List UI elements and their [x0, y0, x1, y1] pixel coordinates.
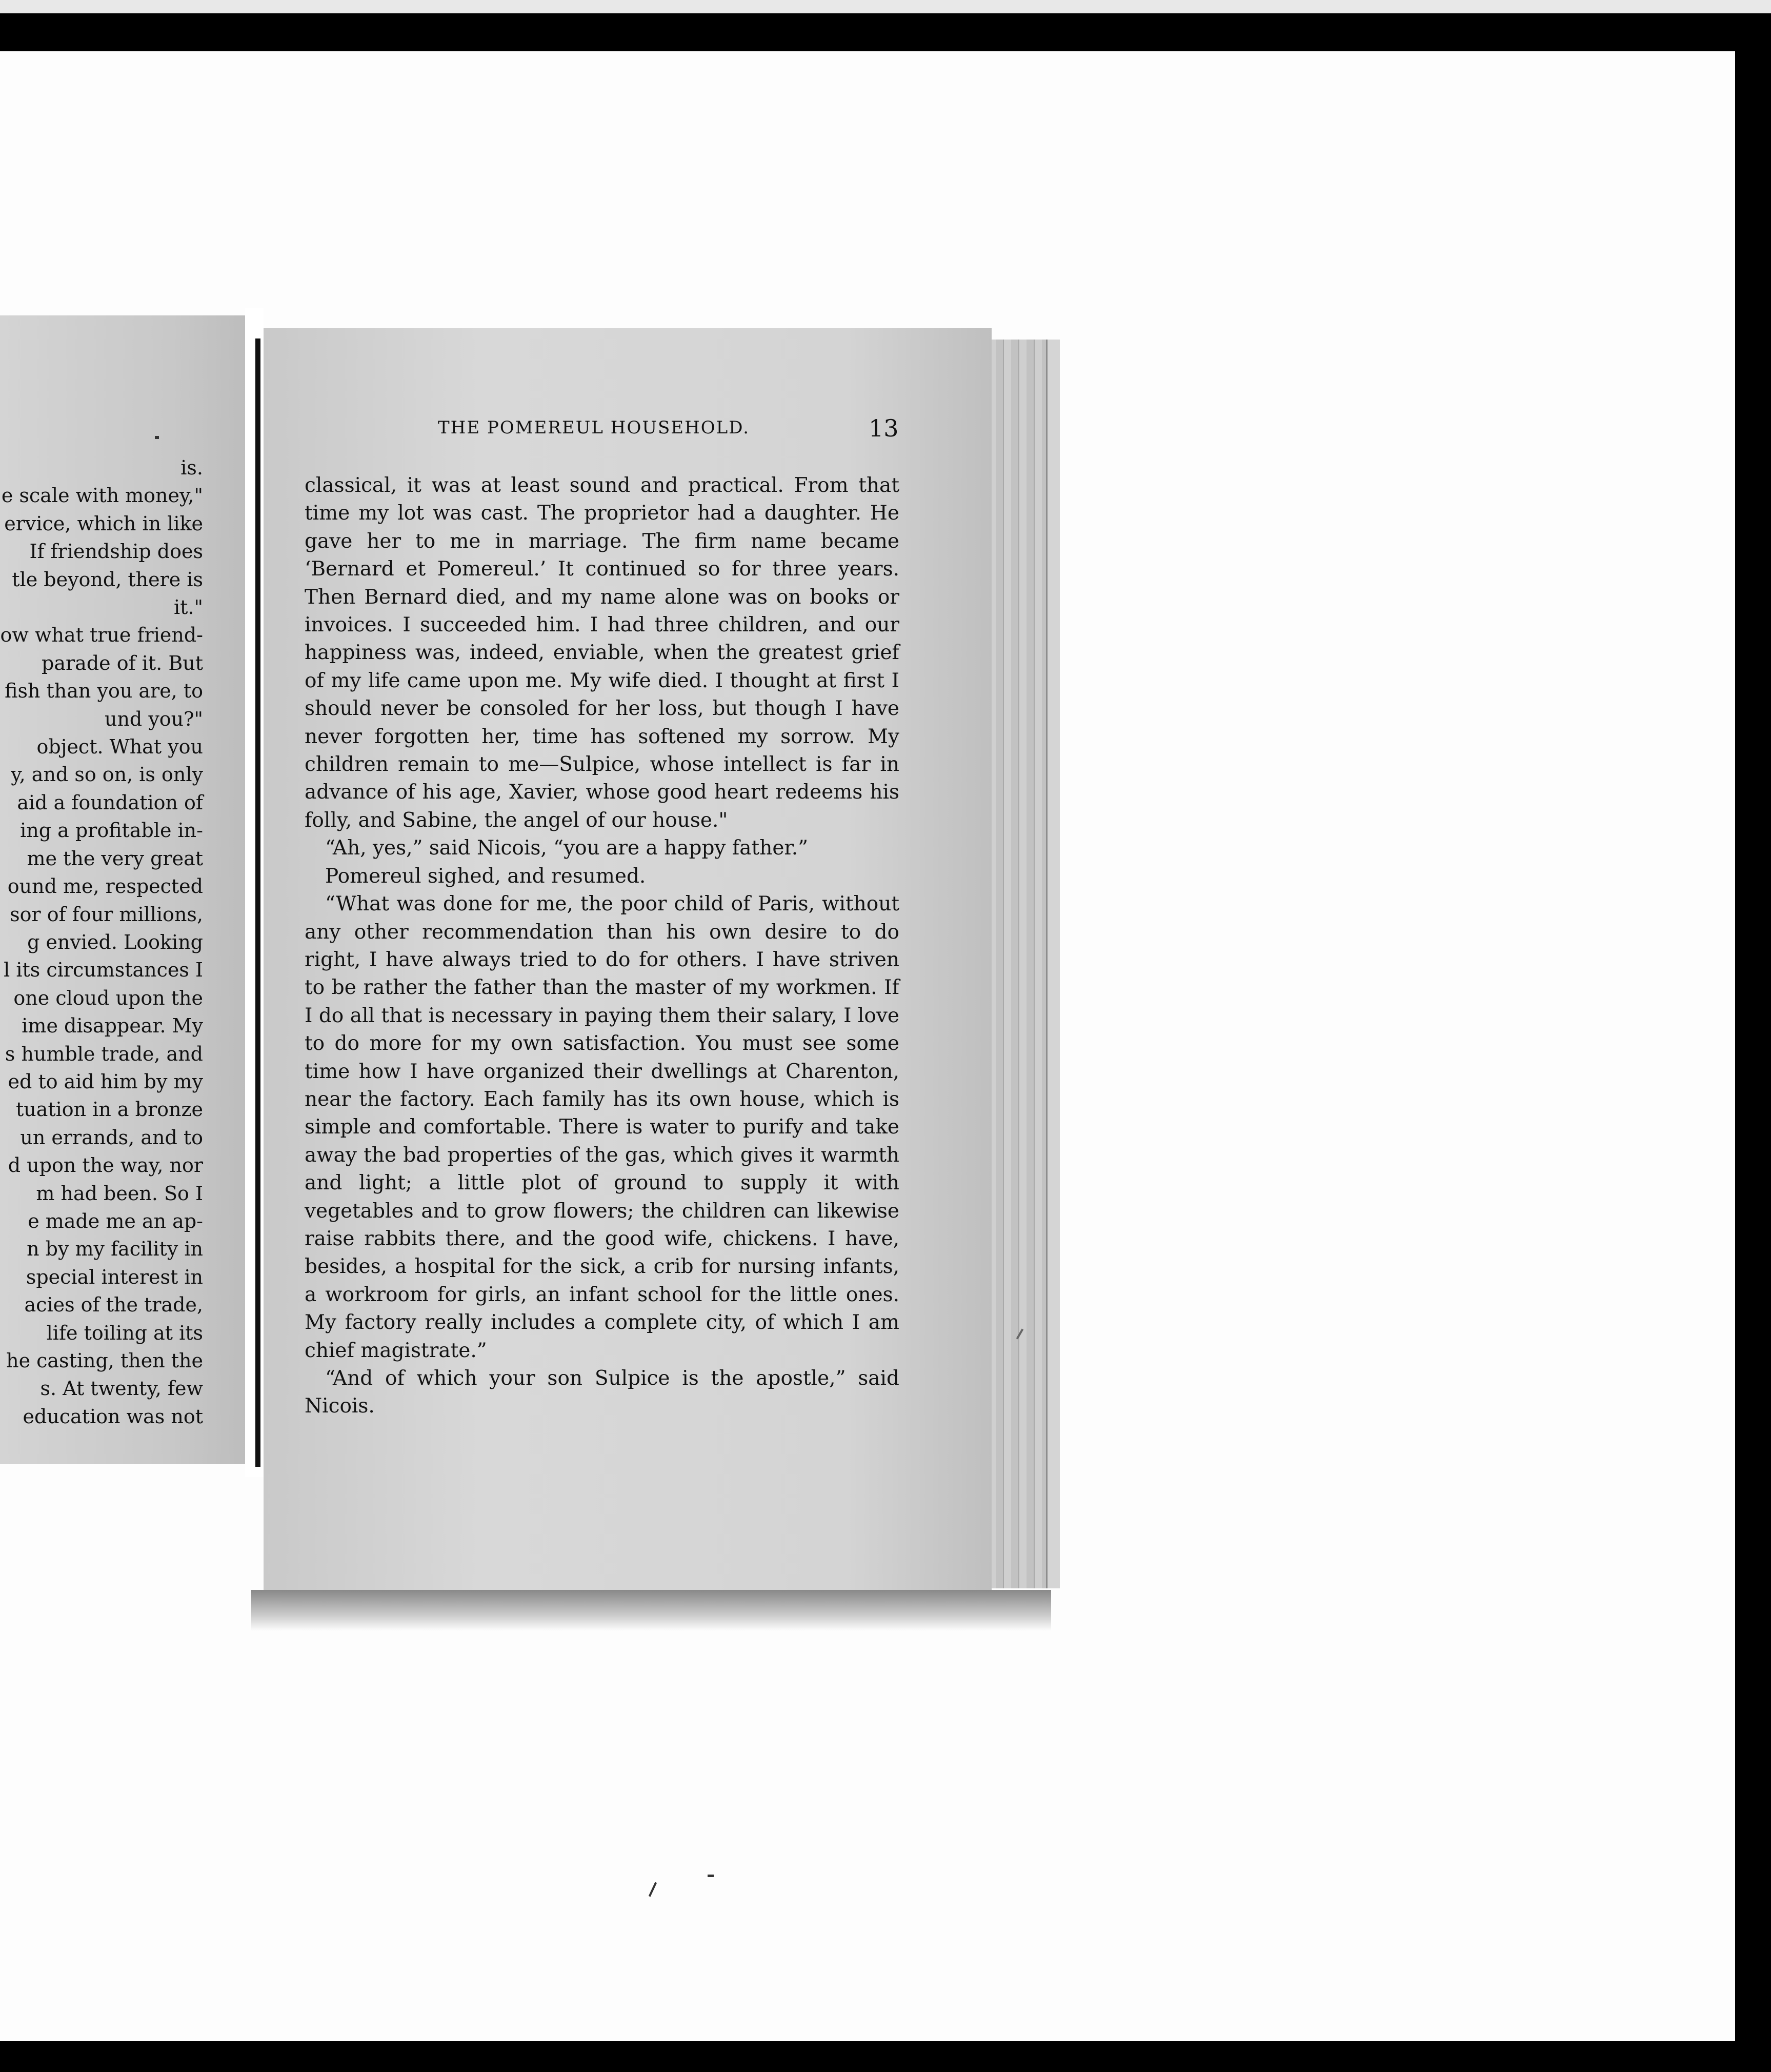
running-header: [264, 410, 992, 446]
left-page: [0, 315, 245, 1464]
left-page-line: he casting, then the: [6, 1349, 203, 1372]
left-page-line: aid a foundation of: [17, 791, 203, 814]
left-page-line: fish than you are, to: [5, 680, 203, 703]
left-page-line: d upon the way, nor: [8, 1154, 203, 1177]
left-page-line: is.: [180, 456, 203, 479]
left-page-line: acies of the trade,: [24, 1293, 203, 1317]
left-page-text: [0, 454, 203, 1430]
left-page-line: y, and so on, is only: [11, 763, 203, 786]
left-page-line: s. At twenty, few: [40, 1377, 203, 1400]
left-page-line: ound me, respected: [7, 875, 203, 898]
left-page-line: m had been. So I: [36, 1182, 203, 1205]
left-page-line: sor of four millions,: [10, 903, 203, 926]
left-page-line: object. What you: [36, 735, 203, 759]
left-page-line: education was not: [23, 1405, 203, 1428]
left-page-line: ed to aid him by my: [8, 1070, 203, 1093]
left-page-line: ow what true friend-: [0, 624, 203, 647]
left-page-line: s humble trade, and: [5, 1042, 203, 1065]
left-page-line: e scale with money,": [1, 484, 203, 507]
left-page-line: tle beyond, there is: [12, 568, 203, 591]
left-page-line: g envied. Looking: [27, 930, 203, 953]
left-page-line: life toiling at its: [46, 1321, 203, 1344]
paragraph: “What was done for me, the poor child of Paris, without any other recommendation than his own desire to do right, I have always tried to do for others. I have striven to be rather the father than the master of my workmen. If I do all that is necessary in paying them their salary, I love to do more for my own satisfaction. You must see some time how I have organized their dwellings at Charenton, near the factory. Each family has its own house, which is simple and comfortable. There is water to purify and take away the bad properties of the gas, which gives it warmth and light; a little plot of ground to supply it with vegetables and to grow flowers; the children can likewise raise rabbits there, and the good wife, chickens. I have, besides, a hospital for the sick, a crib for nursing infants, a workroom for girls, an infant school for the little ones. My factory really includes a complete city, of which I am chief magistrate.”: [305, 892, 899, 1362]
page-number: 13: [869, 414, 899, 442]
left-page-line: n by my facility in: [27, 1238, 203, 1261]
left-page-line: tuation in a bronze: [15, 1098, 203, 1121]
left-page-line: e made me an ap-: [28, 1209, 203, 1232]
paragraph: “Ah, yes,” said Nicois, “you are a happy father.”: [325, 836, 809, 860]
book-spine-line: [255, 338, 260, 1467]
left-page-line: und you?": [104, 707, 203, 730]
left-page-line: parade of it. But: [42, 651, 203, 674]
paragraph: Pomereul sighed, and resumed.: [325, 864, 646, 888]
left-page-line: special interest in: [26, 1265, 203, 1288]
page-stack-end: [1046, 340, 1060, 1588]
left-page-line: un errands, and to: [20, 1126, 203, 1149]
scan-right-border: [1735, 51, 1771, 2041]
left-page-line: If friendship does: [29, 540, 203, 563]
running-header-title: THE POMEREUL HOUSEHOLD.: [438, 417, 750, 438]
page-body-text: [305, 472, 899, 1421]
book-gutter: [245, 308, 264, 1477]
left-page-line: l its circumstances I: [4, 959, 203, 982]
scan-speck: [708, 1875, 714, 1877]
paragraph: “And of which your son Sulpice is the apostle,” said Nicois.: [305, 1367, 899, 1418]
page-bottom-shadow: [251, 1590, 1051, 1631]
left-page-line: ing a profitable in-: [20, 819, 203, 842]
left-page-line: ime disappear. My: [22, 1014, 203, 1038]
left-page-line: me the very great: [27, 847, 203, 870]
scan-top-strip: [0, 0, 1771, 13]
paragraph: classical, it was at least sound and practical. From that time my lot was cast. The proprietor had a daughter. He gave her to me in marriage. The firm name became ‘Bernard et Pomereul.’ It continued so for three years. Then Bernard died, and my name alone was on books or invoices. I succeeded him. I had three children, and our happiness was, indeed, enviable, when the greatest grief of my life came upon me. My wife died. I thought at first I should never be consoled for her loss, but though I have never forgotten her, time has softened my sorrow. My children remain to me—Sulpice, whose intellect is far in advance of his age, Xavier, whose good heart redeems his folly, and Sabine, the angel of our house.": [305, 474, 899, 832]
left-page-line: ervice, which in like: [4, 512, 203, 535]
left-page-line: it.": [174, 596, 203, 619]
scan-speck: [155, 436, 159, 439]
left-page-line: one cloud upon the: [13, 986, 203, 1009]
